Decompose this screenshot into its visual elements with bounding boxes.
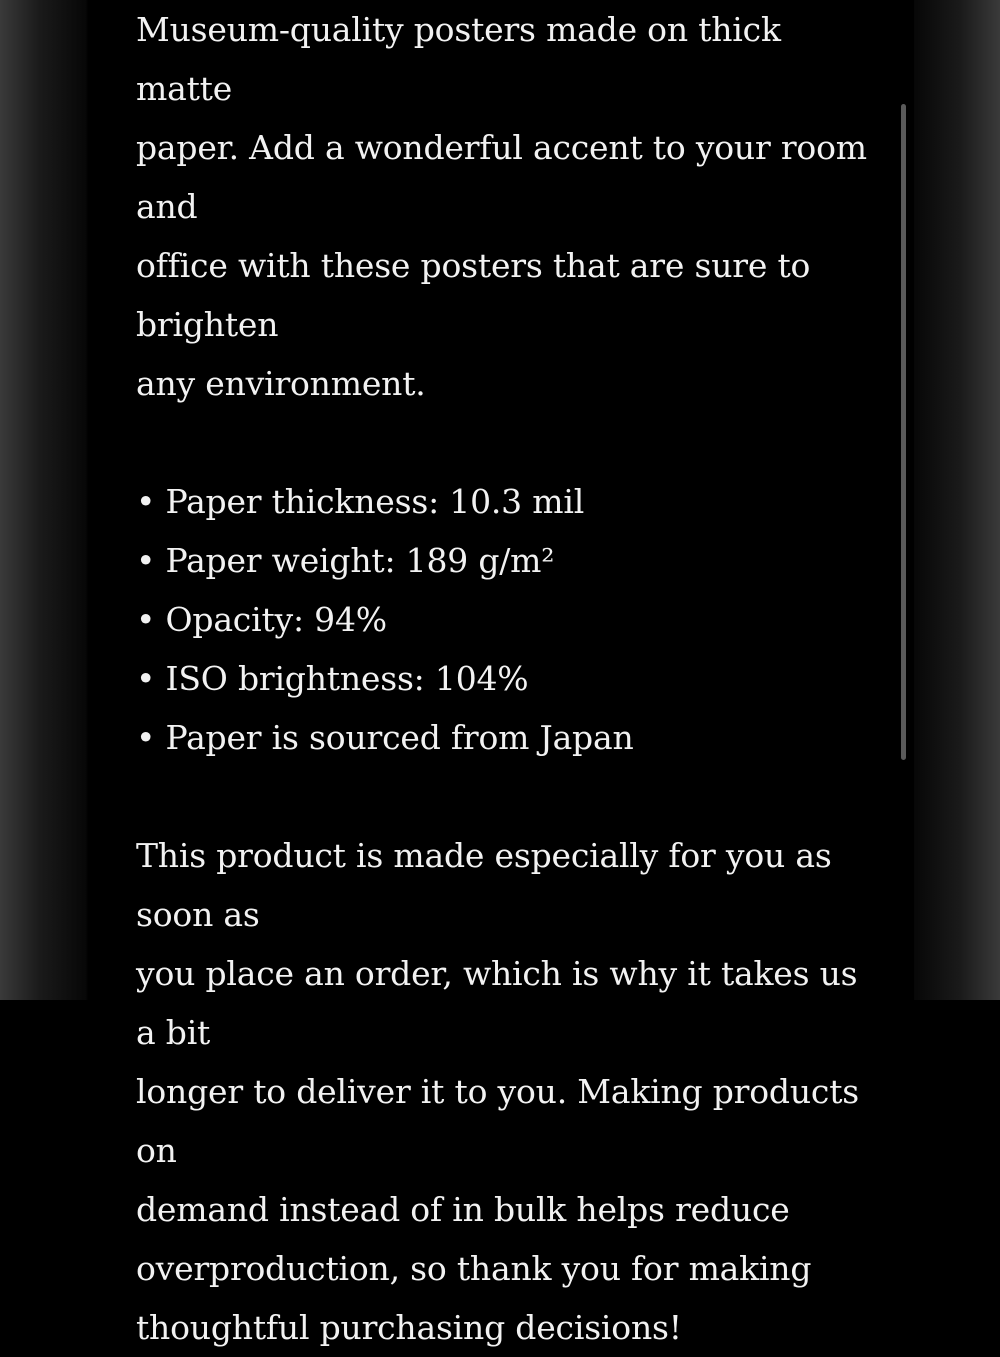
description-closing: This product is made especially for you as soon as you place an order, which is why it takes us a bit longer to deliver it to you. Making products on demand instead of in bulk helps reduce overproduction, so thank you for making thoughtful purchasing decisions! [136, 836, 859, 1347]
spec-item: • Paper thickness: 10.3 mil [136, 482, 585, 521]
spec-item: • Paper is sourced from Japan [136, 718, 634, 757]
spec-item: • Paper weight: 189 g/m² [136, 541, 555, 580]
spec-item: • ISO brightness: 104% [136, 659, 529, 698]
scrollbar-thumb[interactable] [901, 104, 906, 760]
spec-list [136, 472, 876, 767]
spec-item: • Opacity: 94% [136, 600, 387, 639]
product-description [136, 0, 876, 1357]
description-intro: Museum-quality posters made on thick matte paper. Add a wonderful accent to your room and office with these posters that are sure to brighten any environment. [136, 10, 867, 403]
product-description-panel [88, 0, 914, 1347]
